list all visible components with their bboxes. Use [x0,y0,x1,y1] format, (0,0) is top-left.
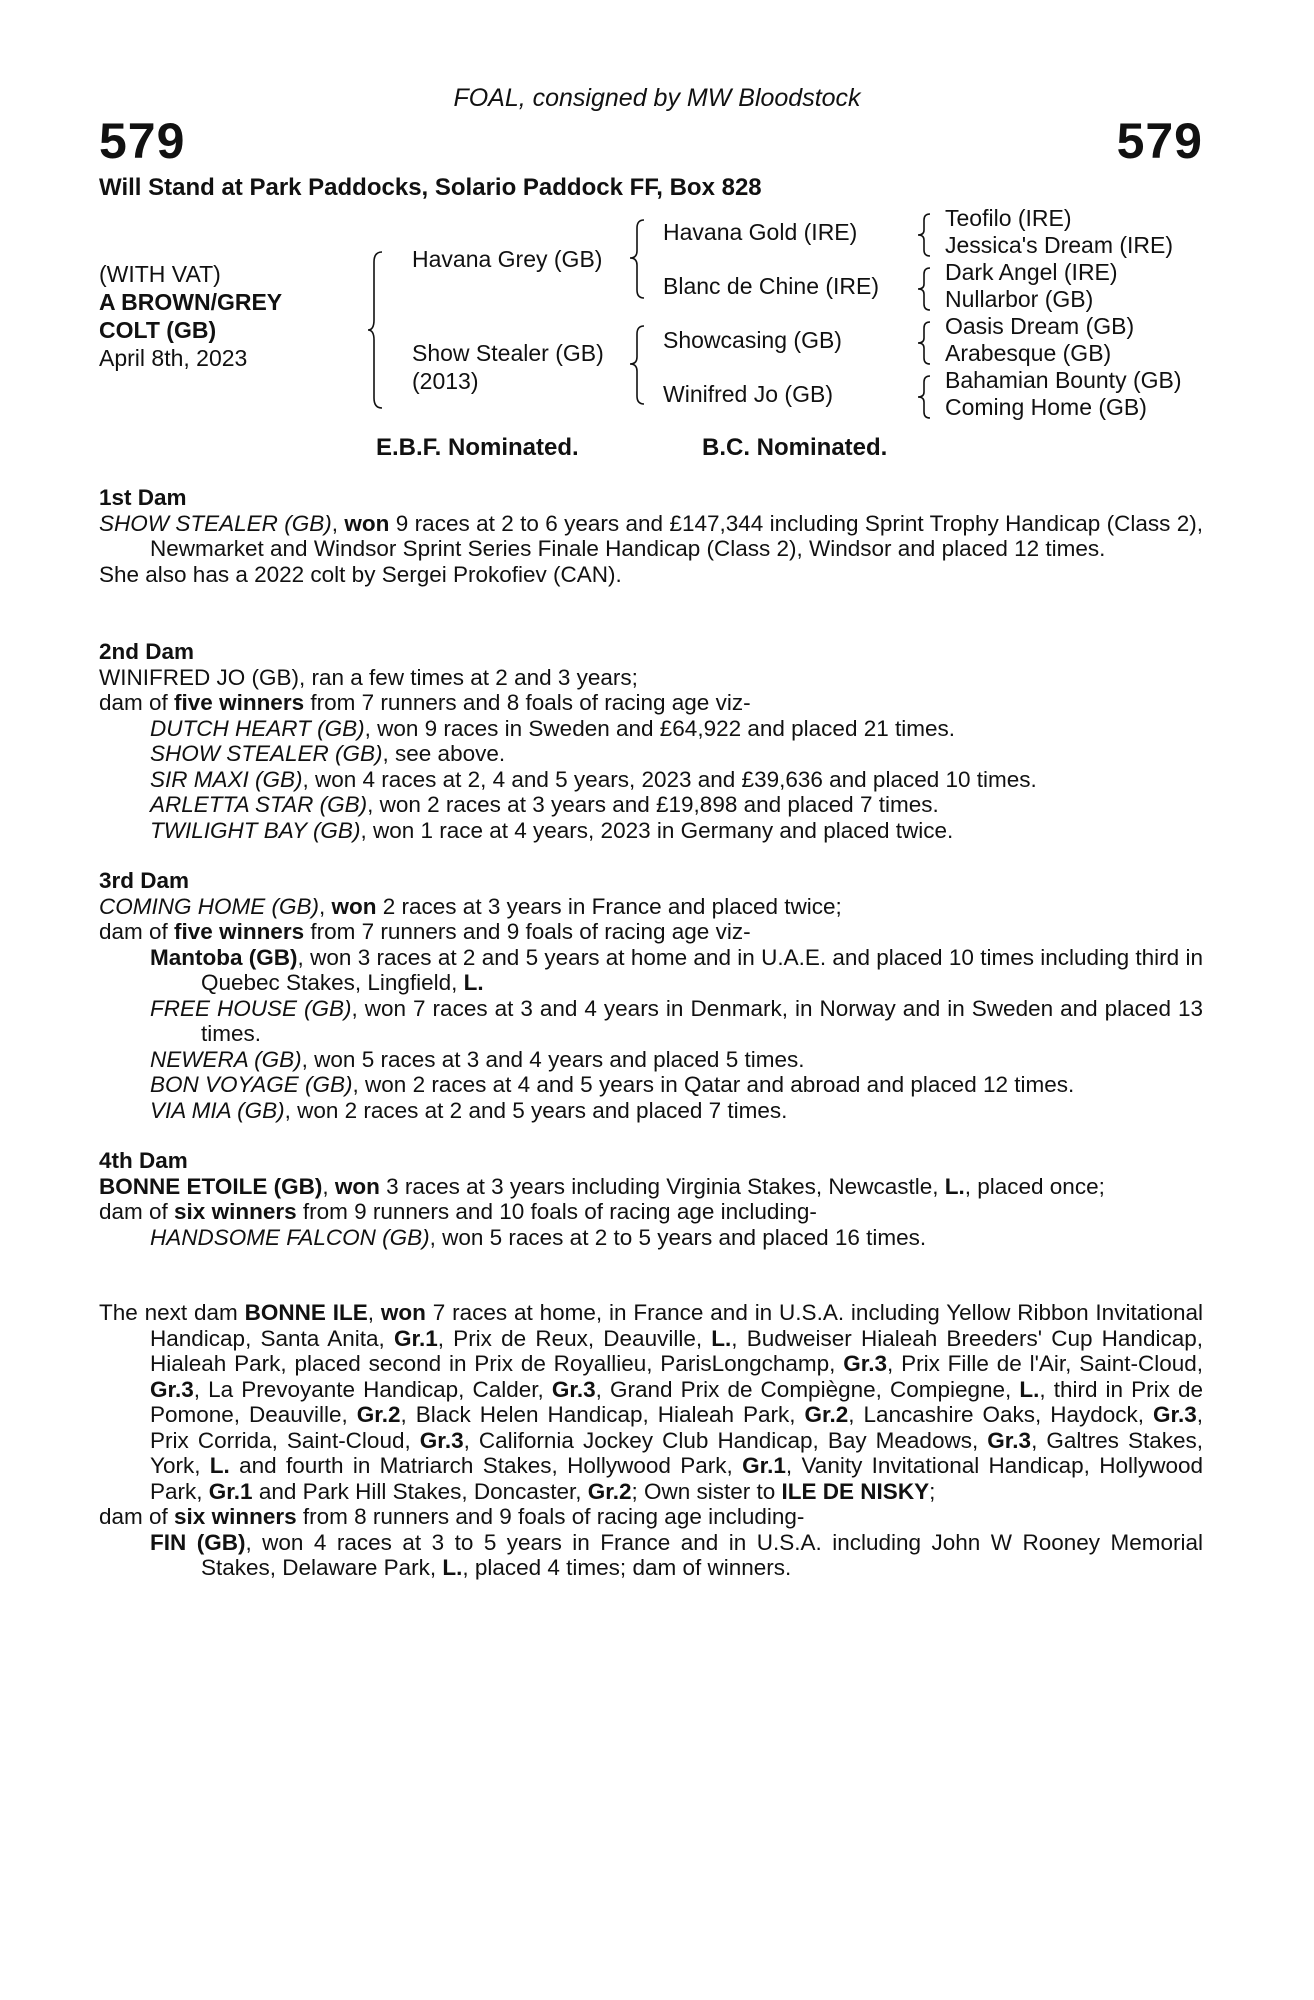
third-dam-heading: 3rd Dam [99,868,190,893]
pedigree-brace-sire [630,218,650,302]
horse-type-line1: A BROWN/GREY [99,289,283,315]
progeny-item: FREE HOUSE (GB), won 7 races at 3 and 4 years in Denmark, in Norway and in Sweden and placed 13 times. [150,995,1203,1046]
fourth-dam-heading: 4th Dam [99,1148,188,1173]
pedigree-dam-year: (2013) [412,368,479,394]
pedigree-brace-dd [918,374,936,422]
pedigree-sdd: Nullarbor (GB) [945,286,1094,312]
fourth-dam-section [99,1148,1203,1250]
third-dam-record: COMING HOME (GB), won 2 races at 3 years in France and placed twice; [99,893,842,919]
progeny-item: FIN (GB), won 4 races at 3 to 5 years in France and in U.S.A. including John W Rooney Memorial Stakes, Delaware Park, L., placed 4 times; dam of winners. [150,1529,1203,1580]
first-dam-heading: 1st Dam [99,485,187,510]
lot-number-left: 579 [99,113,186,169]
progeny-item: SIR MAXI (GB), won 4 races at 2, 4 and 5 years, 2023 and £39,636 and placed 10 times. [150,766,1037,792]
progeny-item: BON VOYAGE (GB), won 2 races at 4 and 5 years in Qatar and abroad and placed 12 times. [150,1072,1075,1097]
first-dam-text: 9 races at 2 to 6 years and £147,344 including Sprint Trophy Handicap (Class 2), Newmarket and Windsor Sprint Series Finale Handicap (Class 2), Windsor and placed 12 times. [150,510,1203,561]
pedigree-dam-dam: Winifred Jo (GB) [663,381,833,407]
pedigree-brace-dam [630,324,650,408]
lot-number-right: 579 [1116,113,1203,169]
fourth-dam-record: BONNE ETOILE (GB), won 3 races at 3 years including Virginia Stakes, Newcastle, L., placed once; [99,1173,1105,1199]
foaling-date: April 8th, 2023 [99,345,248,371]
second-dam-dam-of: dam of five winners from 7 runners and 8 foals of racing age viz- [99,690,751,715]
pedigree-brace-main [368,250,388,410]
first-dam-also: She also has a 2022 colt by Sergei Prokofiev (CAN). [99,561,622,587]
bc-nomination: B.C. Nominated. [702,434,888,461]
progeny-item: VIA MIA (GB), won 2 races at 2 and 5 years and placed 7 times. [150,1097,788,1123]
second-dam-heading: 2nd Dam [99,639,195,664]
pedigree-brace-ss [918,212,936,260]
ebf-nomination: E.B.F. Nominated. [376,434,579,461]
pedigree-ssd: Jessica's Dream (IRE) [945,232,1174,258]
next-dam-dam-of: dam of six winners from 8 runners and 9 foals of racing age including- [99,1504,805,1529]
next-dam-section [99,1300,1203,1581]
pedigree-sire: Havana Grey (GB) [412,246,603,272]
consignment-line: FOAL, consigned by MW Bloodstock [453,84,861,112]
third-dam-dam-of: dam of five winners from 7 runners and 9 foals of racing age viz- [99,919,751,944]
pedigree-sire-sire: Havana Gold (IRE) [663,219,858,245]
pedigree-brace-ds [918,320,936,368]
horse-description [99,260,282,372]
progeny-item: NEWERA (GB), won 5 races at 3 and 4 years and placed 5 times. [150,1046,805,1072]
pedigree-sire-dam: Blanc de Chine (IRE) [663,273,880,299]
vat-note: (WITH VAT) [99,261,221,287]
second-dam-section [99,639,1203,843]
pedigree-dam: Show Stealer (GB) [412,340,604,366]
third-dam-section [99,868,1203,1123]
second-dam-line: WINIFRED JO (GB), ran a few times at 2 and 3 years; [99,664,638,690]
pedigree-sss: Teofilo (IRE) [945,205,1072,231]
progeny-item: TWILIGHT BAY (GB), won 1 race at 4 years, 2023 in Germany and placed twice. [150,817,954,843]
pedigree-ddd: Coming Home (GB) [945,394,1147,420]
fourth-dam-dam-of: dam of six winners from 9 runners and 10 foals of racing age including- [99,1199,817,1224]
pedigree-brace-sd [918,266,936,314]
first-dam-record: SHOW STEALER (GB), won 9 races at 2 to 6 years and £147,344 including Sprint Trophy Handicap (Class 2), Newmarket and Windsor Sprint Series Finale Handicap (Class 2), Windsor and placed 12 times. [99,510,1203,561]
first-dam-name: SHOW STEALER (GB) [99,510,332,536]
first-dam-won: won [344,510,390,536]
progeny-item: Mantoba (GB), won 3 races at 2 and 5 years at home and in U.A.E. and placed 10 times including third in Quebec Stakes, Lingfield, L. [150,944,1203,995]
pedigree-dds: Bahamian Bounty (GB) [945,367,1182,393]
pedigree-dss: Oasis Dream (GB) [945,313,1135,339]
next-dam-record: The next dam BONNE ILE, won 7 races at home, in France and in U.S.A. including Yellow Ribbon Invitational Handicap, Santa Anita, Gr.1, Prix de Reux, Deauville, L., Budweiser Hialeah Breeders' Cup Handicap, Hialeah Park, placed second in Prix de Royallieu, ParisLongchamp, Gr.3, Prix Fille de l'Air, Saint-Cloud, Gr.3, La Prevoyante Handicap, Calder, Gr.3, Grand Prix de Compiègne, Compiegne, L., third in Prix de Pomone, Deauville, Gr.2, Black Helen Handicap, Hialeah Park, Gr.2, Lancashire Oaks, Haydock, Gr.3, Prix Corrida, Saint-Cloud, Gr.3, California Jockey Club Handicap, Bay Meadows, Gr.3, Galtres Stakes, York, L. and fourth in Matriarch Stakes, Hollywood Park, Gr.1, Vanity Invitational Handicap, Hollywood Park, Gr.1 and Park Hill Stakes, Doncaster, Gr.2; Own sister to ILE DE NISKY; [99,1300,1204,1504]
pedigree-dam-sire: Showcasing (GB) [663,327,842,353]
first-dam-section [99,485,1203,587]
progeny-item: ARLETTA STAR (GB), won 2 races at 3 years and £19,898 and placed 7 times. [150,792,939,817]
pedigree-dsd: Arabesque (GB) [945,340,1112,366]
horse-type-line2: COLT (GB) [99,317,217,343]
progeny-item: DUTCH HEART (GB), won 9 races in Sweden and £64,922 and placed 21 times. [150,715,955,741]
stand-location: Will Stand at Park Paddocks, Solario Paddock FF, Box 828 [99,174,762,201]
progeny-item: SHOW STEALER (GB), see above. [150,741,506,766]
progeny-item: HANDSOME FALCON (GB), won 5 races at 2 to 5 years and placed 16 times. [150,1224,927,1250]
pedigree-sds: Dark Angel (IRE) [945,259,1118,285]
